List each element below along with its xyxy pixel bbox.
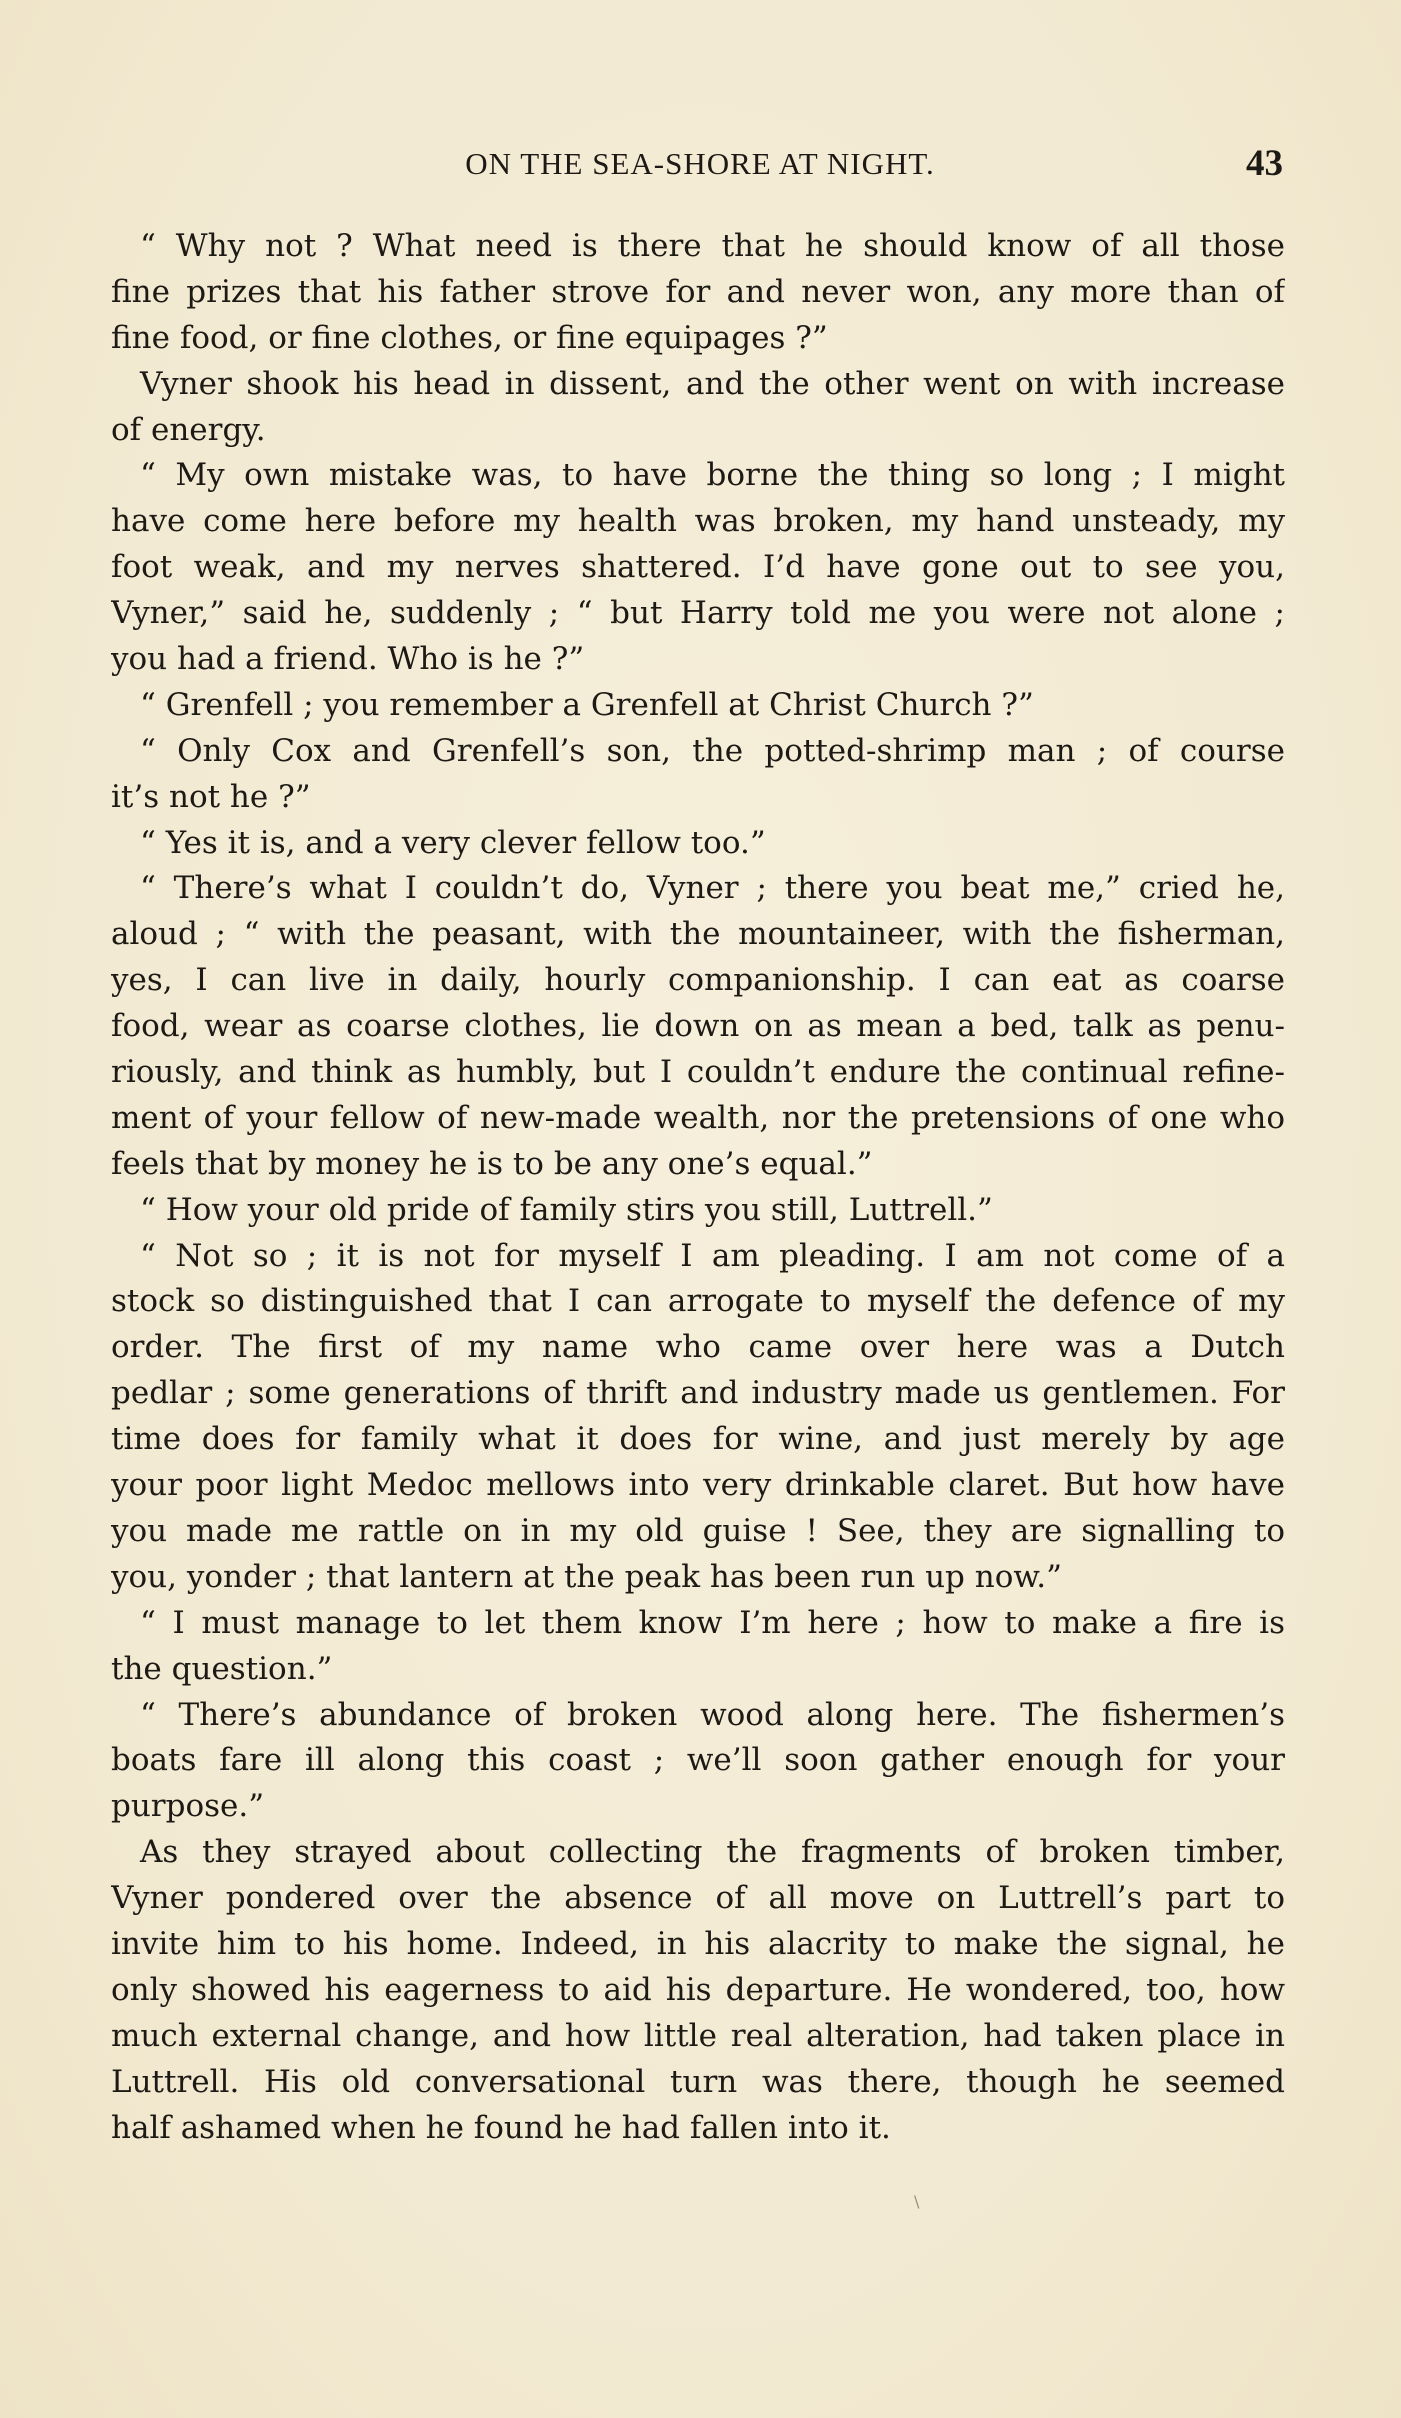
text-line: “ There’s abundance of broken wood along here. The fishermen’s <box>140 1696 1285 1733</box>
text-line: aloud ; “ with the peasant, with the mountaineer, with the fisherman, <box>111 916 1285 953</box>
text-line: food, wear as coarse clothes, lie down on as mean a bed, talk as penu- <box>111 1008 1285 1045</box>
text-line: the question.” <box>111 1650 333 1687</box>
text-line: “ There’s what I couldn’t do, Vyner ; there you beat me,” cried he, <box>140 870 1285 907</box>
text-line: “ Only Cox and Grenfell’s son, the potted-shrimp man ; of course <box>140 732 1285 769</box>
text-line: half ashamed when he found he had fallen into it. <box>111 2109 891 2146</box>
text-line: much external change, and how little real alteration, had taken place in <box>111 2017 1285 2054</box>
stray-ink-mark: \ <box>914 2192 920 2211</box>
text-line: have come here before my health was broken, my hand unsteady, my <box>111 503 1285 540</box>
text-line: of energy. <box>111 411 266 448</box>
body-text <box>111 224 1285 2151</box>
text-line: foot weak, and my nerves shattered. I’d have gone out to see you, <box>111 549 1285 586</box>
text-line: stock so distinguished that I can arrogate to myself the defence of my <box>111 1283 1285 1320</box>
text-line: purpose.” <box>111 1788 265 1825</box>
text-line: your poor light Medoc mellows into very drinkable claret. But how have <box>111 1467 1285 1504</box>
text-line: you, yonder ; that lantern at the peak has been run up now.” <box>111 1558 1062 1595</box>
text-line: order. The first of my name who came over here was a Dutch <box>111 1329 1285 1366</box>
text-line: riously, and think as humbly, but I couldn’t endure the continual refine- <box>111 1054 1285 1091</box>
text-line: Luttrell. His old conversational turn was there, though he seemed <box>111 2063 1285 2100</box>
text-line: yes, I can live in daily, hourly companionship. I can eat as coarse <box>111 962 1285 999</box>
text-line: boats fare ill along this coast ; we’ll soon gather enough for your <box>111 1742 1285 1779</box>
text-line: ment of your fellow of new-made wealth, nor the pretensions of one who <box>111 1099 1285 1136</box>
text-line: only showed his eagerness to aid his departure. He wondered, too, how <box>111 1971 1285 2008</box>
text-line: “ My own mistake was, to have borne the thing so long ; I might <box>140 457 1285 494</box>
text-line: “ I must manage to let them know I’m here ; how to make a fire is <box>140 1604 1285 1641</box>
text-line: invite him to his home. Indeed, in his alacrity to make the signal, he <box>111 1925 1285 1962</box>
text-line: fine food, or fine clothes, or fine equipages ?” <box>111 319 828 356</box>
text-line: fine prizes that his father strove for and never won, any more than of <box>111 273 1285 310</box>
text-line: Vyner shook his head in dissent, and the other went on with increase <box>140 365 1285 402</box>
text-line: feels that by money he is to be any one’s equal.” <box>111 1145 873 1182</box>
page-number: 43 <box>1246 143 1283 184</box>
text-line: “ How your old pride of family stirs you still, Luttrell.” <box>140 1191 993 1228</box>
text-line: it’s not he ?” <box>111 778 311 815</box>
text-line: Vyner pondered over the absence of all move on Luttrell’s part to <box>111 1880 1285 1917</box>
text-line: “ Why not ? What need is there that he should know of all those <box>140 228 1285 264</box>
text-line: time does for family what it does for wine, and just merely by age <box>111 1421 1285 1458</box>
running-head <box>110 143 1290 186</box>
text-line: you made me rattle on in my old guise ! See, they are signalling to <box>111 1512 1285 1549</box>
text-line: “ Not so ; it is not for myself I am pleading. I am not come of a <box>140 1237 1285 1274</box>
text-line: pedlar ; some generations of thrift and industry made us gentlemen. For <box>111 1375 1285 1412</box>
text-line: As they strayed about collecting the fragments of broken timber, <box>140 1834 1285 1871</box>
text-line: you had a friend. Who is he ?” <box>111 641 585 678</box>
text-line: “ Yes it is, and a very clever fellow too.” <box>140 824 766 861</box>
running-title: ON THE SEA-SHORE AT NIGHT. <box>465 146 935 181</box>
text-line: “ Grenfell ; you remember a Grenfell at Christ Church ?” <box>140 686 1034 723</box>
text-line: Vyner,” said he, suddenly ; “ but Harry told me you were not alone ; <box>111 595 1285 632</box>
